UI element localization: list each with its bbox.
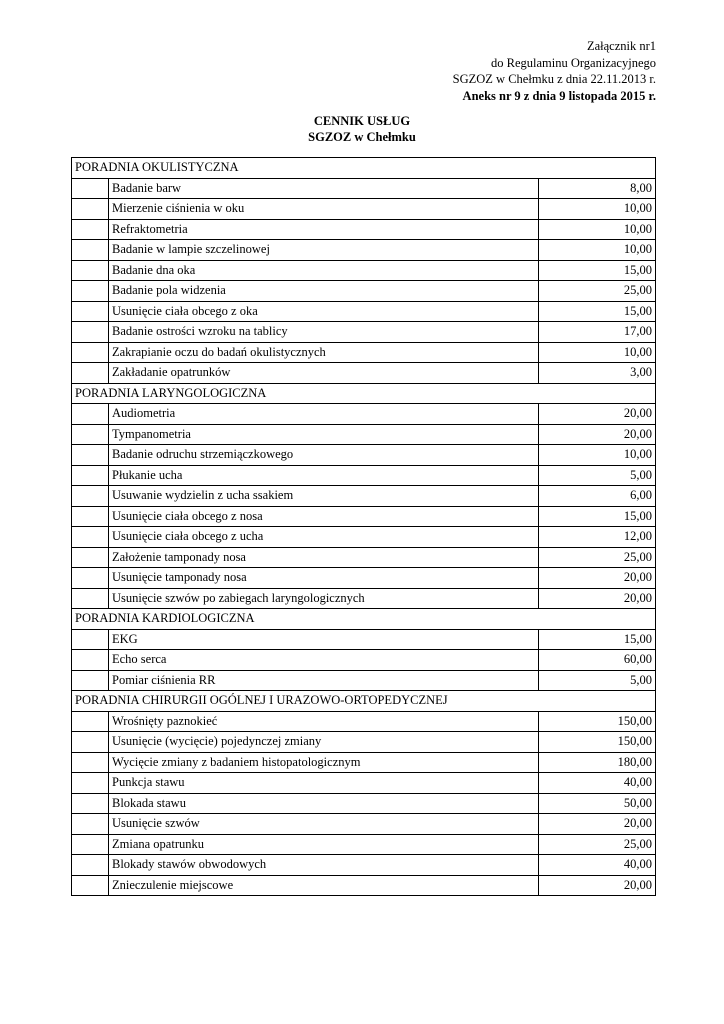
service-price: 20,00 xyxy=(539,875,656,896)
service-price: 12,00 xyxy=(539,527,656,548)
service-name: Usunięcie ciała obcego z ucha xyxy=(109,527,539,548)
indent-cell xyxy=(72,527,109,548)
indent-cell xyxy=(72,711,109,732)
service-name: Usuwanie wydzielin z ucha ssakiem xyxy=(109,486,539,507)
service-name: Tympanometria xyxy=(109,424,539,445)
indent-cell xyxy=(72,424,109,445)
service-price: 15,00 xyxy=(539,260,656,281)
service-price: 150,00 xyxy=(539,711,656,732)
indent-cell xyxy=(72,834,109,855)
service-name: Usunięcie tamponady nosa xyxy=(109,568,539,589)
service-price: 15,00 xyxy=(539,301,656,322)
table-row xyxy=(72,547,656,568)
service-name: Znieczulenie miejscowe xyxy=(109,875,539,896)
indent-cell xyxy=(72,855,109,876)
indent-cell xyxy=(72,752,109,773)
service-name: Echo serca xyxy=(109,650,539,671)
indent-cell xyxy=(72,568,109,589)
indent-cell xyxy=(72,793,109,814)
title-line-2: SGZOZ w Chełmku xyxy=(308,129,416,144)
price-table-body xyxy=(72,158,656,896)
service-price: 10,00 xyxy=(539,219,656,240)
indent-cell xyxy=(72,260,109,281)
service-price: 20,00 xyxy=(539,424,656,445)
section-row xyxy=(72,383,656,404)
table-row xyxy=(72,199,656,220)
table-row xyxy=(72,281,656,302)
service-name: Audiometria xyxy=(109,404,539,425)
indent-cell xyxy=(72,588,109,609)
service-name: Blokady stawów obwodowych xyxy=(109,855,539,876)
indent-cell xyxy=(72,363,109,384)
service-price: 20,00 xyxy=(539,568,656,589)
service-price: 5,00 xyxy=(539,465,656,486)
indent-cell xyxy=(72,670,109,691)
table-row xyxy=(72,342,656,363)
service-price: 17,00 xyxy=(539,322,656,343)
service-name: Pomiar ciśnienia RR xyxy=(109,670,539,691)
attachment-label: Załącznik nr1 xyxy=(586,39,656,53)
service-price: 6,00 xyxy=(539,486,656,507)
table-row xyxy=(72,404,656,425)
table-row xyxy=(72,178,656,199)
service-name: EKG xyxy=(109,629,539,650)
service-price: 50,00 xyxy=(539,793,656,814)
service-name: Usunięcie szwów xyxy=(109,814,539,835)
indent-cell xyxy=(72,875,109,896)
service-price: 10,00 xyxy=(539,199,656,220)
service-name: Badanie odruchu strzemiączkowego xyxy=(109,445,539,466)
table-row xyxy=(72,588,656,609)
section-title: PORADNIA LARYNGOLOGICZNA xyxy=(72,383,656,404)
service-name: Badanie ostrości wzroku na tablicy xyxy=(109,322,539,343)
service-name: Usunięcie ciała obcego z oka xyxy=(109,301,539,322)
indent-cell xyxy=(72,629,109,650)
table-row xyxy=(72,629,656,650)
service-price: 60,00 xyxy=(539,650,656,671)
indent-cell xyxy=(72,219,109,240)
table-row xyxy=(72,486,656,507)
table-row xyxy=(72,568,656,589)
indent-cell xyxy=(72,650,109,671)
table-row xyxy=(72,506,656,527)
table-row xyxy=(72,875,656,896)
table-row xyxy=(72,670,656,691)
service-name: Wycięcie zmiany z badaniem histopatologicznym xyxy=(109,752,539,773)
table-row xyxy=(72,855,656,876)
indent-cell xyxy=(72,773,109,794)
service-price: 40,00 xyxy=(539,773,656,794)
service-name: Wrośnięty paznokieć xyxy=(109,711,539,732)
service-name: Zmiana opatrunku xyxy=(109,834,539,855)
service-price: 3,00 xyxy=(539,363,656,384)
service-price: 20,00 xyxy=(539,588,656,609)
service-name: Badanie dna oka xyxy=(109,260,539,281)
indent-cell xyxy=(72,547,109,568)
service-name: Mierzenie ciśnienia w oku xyxy=(109,199,539,220)
indent-cell xyxy=(72,506,109,527)
table-row xyxy=(72,650,656,671)
section-row xyxy=(72,609,656,630)
indent-cell xyxy=(72,486,109,507)
table-row xyxy=(72,793,656,814)
table-row xyxy=(72,465,656,486)
table-row xyxy=(72,445,656,466)
service-name: Refraktometria xyxy=(109,219,539,240)
indent-cell xyxy=(72,465,109,486)
service-price: 25,00 xyxy=(539,547,656,568)
table-row xyxy=(72,240,656,261)
table-row xyxy=(72,301,656,322)
section-row xyxy=(72,691,656,712)
table-row xyxy=(72,322,656,343)
indent-cell xyxy=(72,814,109,835)
service-name: Usunięcie szwów po zabiegach laryngologicznych xyxy=(109,588,539,609)
section-row xyxy=(72,158,656,179)
table-row xyxy=(72,711,656,732)
annex-label: Aneks nr 9 z dnia 9 listopada 2015 r. xyxy=(462,88,656,103)
service-price: 20,00 xyxy=(539,814,656,835)
service-name: Zakrapianie oczu do badań okulistycznych xyxy=(109,342,539,363)
section-title: PORADNIA CHIRURGII OGÓLNEJ I URAZOWO-ORTOPEDYCZNEJ xyxy=(72,691,656,712)
indent-cell xyxy=(72,178,109,199)
service-name: Badanie w lampie szczelinowej xyxy=(109,240,539,261)
table-row xyxy=(72,732,656,753)
table-row xyxy=(72,773,656,794)
indent-cell xyxy=(72,301,109,322)
title-line-1: CENNIK USŁUG xyxy=(313,114,411,128)
table-row xyxy=(72,363,656,384)
service-name: Płukanie ucha xyxy=(109,465,539,486)
service-price: 40,00 xyxy=(539,855,656,876)
indent-cell xyxy=(72,281,109,302)
indent-cell xyxy=(72,342,109,363)
indent-cell xyxy=(72,199,109,220)
service-price: 20,00 xyxy=(539,404,656,425)
service-price: 10,00 xyxy=(539,342,656,363)
service-name: Badanie barw xyxy=(109,178,539,199)
section-title: PORADNIA OKULISTYCZNA xyxy=(72,158,656,179)
table-row xyxy=(72,260,656,281)
service-name: Założenie tamponady nosa xyxy=(109,547,539,568)
service-name: Badanie pola widzenia xyxy=(109,281,539,302)
service-price: 25,00 xyxy=(539,834,656,855)
service-name: Zakładanie opatrunków xyxy=(109,363,539,384)
table-row xyxy=(72,527,656,548)
service-price: 25,00 xyxy=(539,281,656,302)
indent-cell xyxy=(72,404,109,425)
service-name: Usunięcie (wycięcie) pojedynczej zmiany xyxy=(109,732,539,753)
regulation-label: do Regulaminu Organizacyjnego xyxy=(490,55,656,70)
service-name: Usunięcie ciała obcego z nosa xyxy=(109,506,539,527)
indent-cell xyxy=(72,240,109,261)
service-price: 8,00 xyxy=(539,178,656,199)
service-name: Blokada stawu xyxy=(109,793,539,814)
service-price: 15,00 xyxy=(539,629,656,650)
table-row xyxy=(72,834,656,855)
service-price: 10,00 xyxy=(539,240,656,261)
price-table xyxy=(71,157,656,896)
institution-date-label: SGZOZ w Chełmku z dnia 22.11.2013 r. xyxy=(452,72,656,86)
document-title xyxy=(0,114,724,145)
service-price: 180,00 xyxy=(539,752,656,773)
service-price: 150,00 xyxy=(539,732,656,753)
indent-cell xyxy=(72,322,109,343)
service-name: Punkcja stawu xyxy=(109,773,539,794)
table-row xyxy=(72,752,656,773)
document-header xyxy=(453,38,656,104)
table-row xyxy=(72,219,656,240)
service-price: 15,00 xyxy=(539,506,656,527)
section-title: PORADNIA KARDIOLOGICZNA xyxy=(72,609,656,630)
indent-cell xyxy=(72,445,109,466)
service-price: 10,00 xyxy=(539,445,656,466)
indent-cell xyxy=(72,732,109,753)
table-row xyxy=(72,424,656,445)
table-row xyxy=(72,814,656,835)
service-price: 5,00 xyxy=(539,670,656,691)
